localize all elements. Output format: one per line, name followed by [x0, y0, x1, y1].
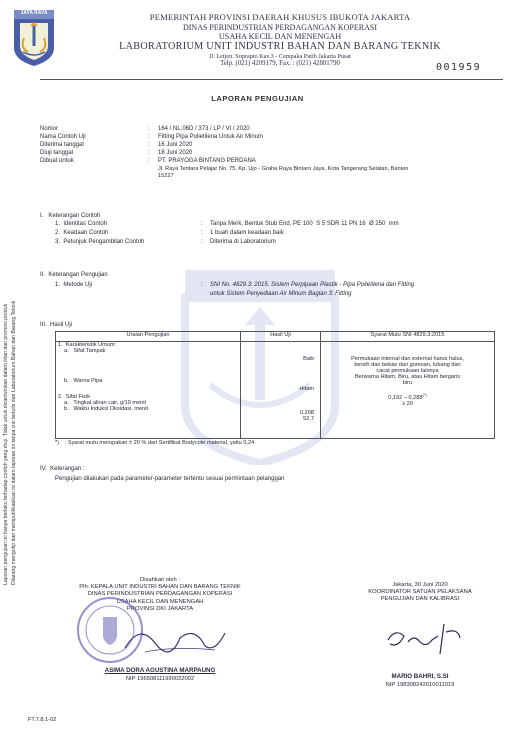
row1-req-line2: bersih dan bebas dari goresan, lubang dan	[354, 362, 461, 368]
serial-number: 001959	[436, 62, 482, 73]
results-table	[55, 331, 495, 439]
header-line1: PEMERINTAH PROVINSI DAERAH KHUSUS IBUKOTA JAKARTA	[149, 12, 411, 22]
header-line3: USAHA KECIL DAN MENENGAH	[218, 32, 342, 42]
col-header-hasil: Hasil Uji	[241, 332, 321, 342]
info-colon: :	[148, 150, 150, 156]
info-value: PT. PRAYOGA BINTANG PERDANA	[158, 158, 256, 164]
row4-req: ≥ 20	[402, 400, 413, 407]
address-line1: Jl. Raya Tentara Pelajar No. 75, Kp. Ujo - Graha Raya Bintaro Jaya, Kota Tangerang Selatan, Banten	[158, 166, 409, 172]
row1-req-line3: cacat permukaan lainnya	[376, 368, 439, 374]
item-colon: :	[201, 282, 203, 288]
sign-right-nip: NIP 198308242010011019	[385, 682, 455, 688]
group1-label: 1. Karakteristik Umum:	[58, 342, 117, 348]
info-value: Fitting Pipa Polietilena Untuk Air Minum	[158, 134, 264, 140]
sign-left-l1: Disahkan oleh :	[140, 577, 180, 583]
footnote	[55, 440, 254, 446]
item-value: 1 buah dalam keadaan baik	[210, 230, 284, 236]
section2-title: II. Keterangan Pengujian	[40, 272, 108, 278]
signature-scribble-right	[380, 618, 470, 658]
info-label: Diuji tanggal	[40, 150, 74, 156]
section1-item-petunjuk	[55, 239, 505, 245]
info-label: Diterima tanggal	[40, 142, 84, 148]
item-value-line1: SNI No. 4829.3: 2015. Sistem Perpipaan Plastik - Pipa Polietilena dan Fitting	[210, 282, 415, 288]
row3-label: a. Tingkat aliran cair, g/10 menit	[64, 400, 147, 406]
header-line2: DINAS PERINDUSTRIAN PERDAGANGAN KOPERASI	[182, 22, 377, 32]
item-label: 3. Petunjuk Pengambilan Contoh	[55, 239, 145, 245]
row2-req-line2: biru	[402, 380, 413, 386]
section1-item-identitas	[55, 221, 505, 227]
row3-result: 0,208	[300, 410, 314, 416]
report-title: LAPORAN PENGUJIAN	[211, 94, 304, 103]
section4-title: IV. Keterangan :	[40, 466, 85, 472]
row1-result: Baik	[303, 356, 314, 362]
row3-req-value: 0,192 – 0,288	[388, 394, 423, 401]
item-colon: :	[201, 221, 203, 227]
address-line2: 15227	[158, 172, 174, 179]
group2-label: 2. Sifat Fisik	[58, 394, 91, 400]
footnote-text: : Syarat mutu merupakan ± 20 % dari Sertifikat Bodycote material, yaitu 0,24	[64, 440, 255, 446]
row1-req-line1: Permukaan internal dan external harus halus,	[351, 356, 464, 362]
row3-req-sup: (*)	[422, 392, 427, 397]
dki-jakarta-logo	[12, 8, 56, 68]
item-value: Diterima di Laboratorium	[210, 239, 276, 245]
logo-text: JAYA RAYA	[20, 10, 48, 16]
sign-left-l2: Plh. KEPALA UNIT INDUSTRI BAHAN DAN BARANG TEKNIK	[79, 584, 241, 591]
info-value: 18 Juni 2020	[158, 150, 193, 156]
footnote-mark: *)	[55, 440, 60, 446]
side-note-2: Dilarang mengutip dan mempublikasikan isi dalam laporan ini tanpa izin tertulis dari Laboratorium Bahan dan Barang Teknik	[11, 300, 17, 585]
section2-item-metode	[55, 282, 505, 297]
item-label: 2. Keadaan Contoh	[55, 230, 109, 236]
table-header-row	[56, 332, 495, 342]
uraian-cell	[56, 342, 241, 439]
info-label: Dibuat untuk	[40, 158, 74, 164]
info-value: 164 / NL.06D / 373 / LP / VI / 2020	[158, 126, 250, 132]
row1-label: a. Sifat Tampak	[64, 348, 106, 354]
header-divider	[40, 79, 503, 80]
info-value: 16 Juni 2020	[158, 142, 193, 148]
info-colon: :	[148, 134, 150, 140]
col-header-syarat: Syarat Mutu SNI 4829.3:2015	[321, 332, 495, 342]
item-colon: :	[201, 230, 203, 236]
info-label: Nama Contoh Uji	[40, 134, 86, 140]
item-label: 1. Metode Uji	[55, 282, 93, 288]
sign-right-l2: KOORDINATOR SATUAN PELAKSANA	[368, 589, 472, 596]
section1-item-keadaan	[55, 230, 505, 236]
row2-label: b. Warna Pipa	[64, 378, 103, 384]
signature-right	[340, 582, 500, 604]
form-code: FT.7.8.1-02	[28, 717, 57, 723]
sign-right-l1: Jakarta, 30 Juni 2020	[392, 582, 448, 588]
sign-left-l4: USAHA KECIL DAN MENENGAH	[116, 598, 204, 605]
sign-left-l5: PROVINSI DKI JAKARTA	[126, 605, 194, 612]
header-phone: Telp. (021) 4209179, Fax. : (021) 42881790	[220, 60, 340, 68]
section4-text: Pengujian dilakukan pada parameter-parameter tertentu sesuai permintaan pelanggan	[55, 476, 285, 482]
table-row	[56, 342, 495, 439]
row4-label: b. Waktu Induksi Oksidasi, menit	[64, 406, 149, 412]
side-note-1: Laporan pengujian ini hanya berlaku terhadap contoh yang diuji. Tidak untuk dicantumkan dalam iklan dan promosi produk	[3, 303, 9, 585]
letterhead	[60, 13, 500, 68]
row2-result: Hitam	[299, 386, 314, 392]
sign-left-name: ASIMA DORA AGUSTINA MARPAUNG	[104, 667, 216, 674]
section3-title: III. Hasil Uji	[40, 322, 73, 328]
row4-result: 52,7	[303, 416, 314, 422]
item-colon: :	[201, 239, 203, 245]
signature-scribble-left	[120, 618, 230, 658]
header-address: Jl. Letjen. Suprapto Kav.3 - Cempaka Putih Jakarta Pusat	[209, 53, 351, 61]
row2-req-line1: Berwarna Hitam, Biru, atau Hitam bergaris	[354, 374, 461, 380]
section1-title: I. Keterangan Contoh	[40, 213, 101, 219]
item-value: Tanpa Merk, Bentuk Stub End, PE 100 S 5 SDR 11 PN 16 Ø 250 mm	[210, 221, 399, 227]
info-colon: :	[148, 142, 150, 148]
customer-address	[158, 166, 498, 179]
syarat-cell	[321, 342, 495, 439]
sign-right-name: MARIO BAHRI, S.SI	[391, 673, 449, 680]
info-colon: :	[148, 158, 150, 164]
item-value-line2: untuk Sistem Penyediaan Air Minum Bagian 3: Fitting	[210, 291, 352, 297]
sign-left-l3: DINAS PERINDUSTRIAN PERDAGANGAN KOPERASI	[87, 591, 233, 598]
info-colon: :	[148, 126, 150, 132]
hasil-cell	[241, 342, 321, 439]
sign-left-nip: NIP 196508111990032002	[125, 676, 195, 682]
info-label: Nomor	[40, 126, 59, 132]
col-header-uraian: Uraian Pengujian	[56, 332, 241, 342]
sign-right-l3: PENGUJIAN DAN KALIBRASI	[380, 596, 460, 603]
item-label: 1. Identitas Contoh	[55, 221, 108, 227]
row3-req	[323, 392, 492, 401]
header-line4: LABORATORIUM UNIT INDUSTRI BAHAN DAN BARANG TEKNIK	[119, 41, 441, 53]
